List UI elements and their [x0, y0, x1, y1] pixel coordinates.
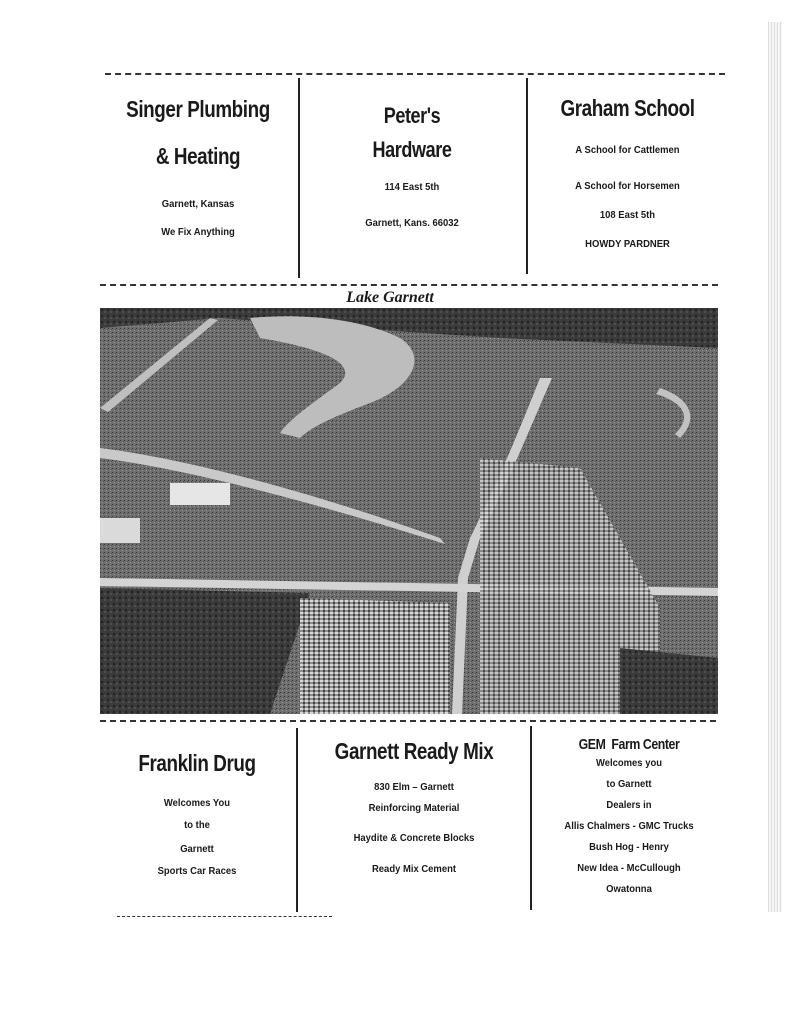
middle-divider [100, 284, 718, 286]
ad-text: A School for Cattlemen [575, 144, 680, 156]
ad-text: HOWDY PARDNER [585, 238, 670, 250]
ad-text: A School for Horsemen [575, 180, 680, 192]
ad-text: Reinforcing Material [368, 802, 460, 814]
ad-text: New Idea - McCullough [577, 862, 681, 874]
ad-text: Garnett, Kansas [161, 198, 235, 210]
ad-text: 108 East 5th [599, 209, 656, 221]
ad-text: to the [184, 819, 210, 831]
ad-text: We Fix Anything [161, 226, 235, 238]
ad-peters-hardware [300, 103, 524, 229]
ad-title: Peter's [383, 103, 441, 128]
page-edge-shadow [768, 22, 782, 912]
ad-title: & Heating [155, 143, 241, 169]
bottom-divider [117, 916, 332, 917]
ad-text: Ready Mix Cement [371, 863, 457, 875]
ad-text: Garnett [180, 843, 214, 855]
ad-text: Sports Car Races [157, 865, 237, 877]
lower-divider [100, 720, 716, 722]
aerial-photo-illustration [100, 308, 718, 714]
ad-text: Haydite & Concrete Blocks [353, 832, 475, 844]
column-divider [530, 726, 532, 910]
ad-text: to Garnett [606, 778, 652, 790]
ad-franklin-drug [100, 750, 294, 877]
ad-text: Garnett, Kans. 66032 [365, 217, 459, 229]
ad-title: GEM Farm Center [578, 736, 680, 753]
ad-title: Franklin Drug [138, 750, 256, 776]
ad-title: Graham School [560, 95, 695, 121]
ad-text: Dealers in [606, 799, 652, 811]
ad-title: Hardware [372, 137, 452, 162]
top-divider [105, 73, 725, 75]
ad-text: Bush Hog - Henry [589, 841, 669, 853]
ad-title: Singer Plumbing [126, 96, 270, 122]
ad-text: Welcomes You [163, 797, 231, 809]
column-divider [296, 728, 298, 912]
ad-singer-plumbing [100, 96, 296, 238]
ad-title: Garnett Ready Mix [334, 738, 494, 764]
ad-text: Owatonna [606, 883, 652, 895]
ad-gem-farm-center [534, 736, 724, 895]
aerial-photo-lake-garnett [100, 308, 718, 714]
ad-garnett-ready-mix [300, 738, 528, 875]
ad-text: 830 Elm – Garnett [374, 781, 454, 793]
ad-text: 114 East 5th [384, 181, 440, 193]
ad-text: Allis Chalmers - GMC Trucks [564, 820, 694, 832]
ad-graham-school [530, 95, 725, 250]
ad-text: Welcomes you [595, 757, 663, 769]
photo-caption: Lake Garnett [346, 289, 434, 306]
column-divider [526, 78, 528, 274]
